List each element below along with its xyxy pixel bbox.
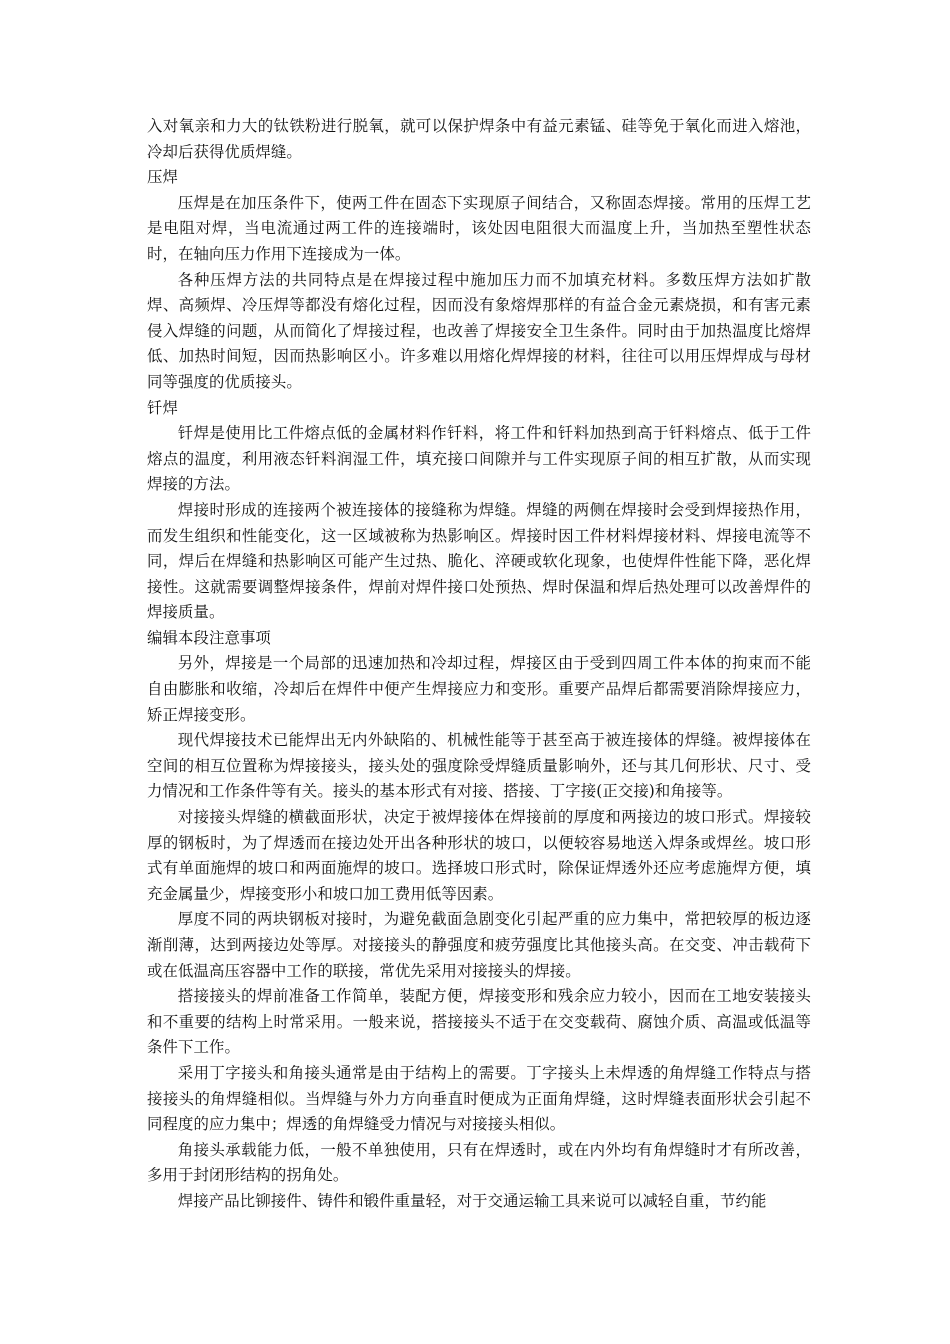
paragraph: 角接头承载能力低，一般不单独使用，只有在焊透时，或在内外均有角焊缝时才有所改善，多用于封闭形结构的拐角处。 [147,1140,811,1185]
document-body [147,114,811,1215]
paragraph: 钎焊是使用比工件熔点低的金属材料作钎料，将工件和钎料加热到高于钎料熔点、低于工件熔点的温度，利用液态钎料润湿工件，填充接口间隙并与工件实现原子间的相互扩散，从而实现焊接的方法。 [147,424,811,494]
paragraph: 搭接接头的焊前准备工作简单，装配方便，焊接变形和残余应力较小，因而在工地安装接头和不重要的结构上时常采用。一般来说，搭接接头不适于在交变载荷、腐蚀介质、高温或低温等条件下工作。 [147,987,811,1057]
paragraph: 厚度不同的两块钢板对接时，为避免截面急剧变化引起严重的应力集中，常把较厚的板边逐渐削薄，达到两接边处等厚。对接接头的静强度和疲劳强度比其他接头高。在交变、冲击载荷下或在低温高压容器中工作的联接，常优先采用对接接头的焊接。 [147,910,811,980]
paragraph: 现代焊接技术已能焊出无内外缺陷的、机械性能等于甚至高于被连接体的焊缝。被焊接体在空间的相互位置称为焊接接头，接头处的强度除受焊缝质量影响外，还与其几何形状、尺寸、受力情况和工作条件等有关。接头的基本形式有对接、搭接、丁字接(正交接)和角接等。 [147,731,811,801]
paragraph-continuation: 入对氧亲和力大的钛铁粉进行脱氧，就可以保护焊条中有益元素锰、硅等免于氧化而进入熔池，冷却后获得优质焊缝。 [147,117,811,161]
paragraph: 另外，焊接是一个局部的迅速加热和冷却过程，焊接区由于受到四周工件本体的拘束而不能自由膨胀和收缩，冷却后在焊件中便产生焊接应力和变形。重要产品焊后都需要消除焊接应力，矫正焊接变形。 [147,654,811,724]
paragraph: 压焊是在加压条件下，使两工件在固态下实现原子间结合，又称固态焊接。常用的压焊工艺是电阻对焊，当电流通过两工件的连接端时，该处因电阻很大而温度上升，当加热至塑性状态时，在轴向压力作用下连接成为一体。 [147,193,811,263]
section-heading-brazing: 钎焊 [147,398,178,417]
paragraph: 各种压焊方法的共同特点是在焊接过程中施加压力而不加填充材料。多数压焊方法如扩散焊、高频焊、冷压焊等都没有熔化过程，因而没有象熔焊那样的有益合金元素烧损，和有害元素侵入焊缝的问题，从而简化了焊接过程，也改善了焊接安全卫生条件。同时由于加热温度比熔焊低、加热时间短，因而热影响区小。许多难以用熔化焊焊接的材料，往往可以用压焊焊成与母材同等强度的优质接头。 [147,270,811,391]
paragraph: 对接接头焊缝的横截面形状，决定于被焊接体在焊接前的厚度和两接边的坡口形式。焊接较厚的钢板时，为了焊透而在接边处开出各种形状的坡口，以便较容易地送入焊条或焊丝。坡口形式有单面施焊的坡口和两面施焊的坡口。选择坡口形式时，除保证焊透外还应考虑施焊方便，填充金属量少，焊接变形小和坡口加工费用低等因素。 [147,808,811,903]
paragraph: 采用丁字接头和角接头通常是由于结构上的需要。丁字接头上未焊透的角焊缝工作特点与搭接接头的角焊缝相似。当焊缝与外力方向垂直时便成为正面角焊缝，这时焊缝表面形状会引起不同程度的应力集中；焊透的角焊缝受力情况与对接接头相似。 [147,1063,811,1134]
paragraph-truncated: 焊接产品比铆接件、铸件和锻件重量轻，对于交通运输工具来说可以减轻自重，节约能 [177,1191,767,1210]
section-heading-notes: 编辑本段注意事项 [147,628,271,647]
section-heading-pressure-welding: 压焊 [147,168,178,187]
paragraph: 焊接时形成的连接两个被连接体的接缝称为焊缝。焊缝的两侧在焊接时会受到焊接热作用，而发生组织和性能变化，这一区域被称为热影响区。焊接时因工件材料焊接材料、焊接电流等不同，焊后在焊缝和热影响区可能产生过热、脆化、淬硬或软化现象，也使焊件性能下降，恶化焊接性。这就需要调整焊接条件，焊前对焊件接口处预热、焊时保温和焊后热处理可以改善焊件的焊接质量。 [147,500,811,622]
